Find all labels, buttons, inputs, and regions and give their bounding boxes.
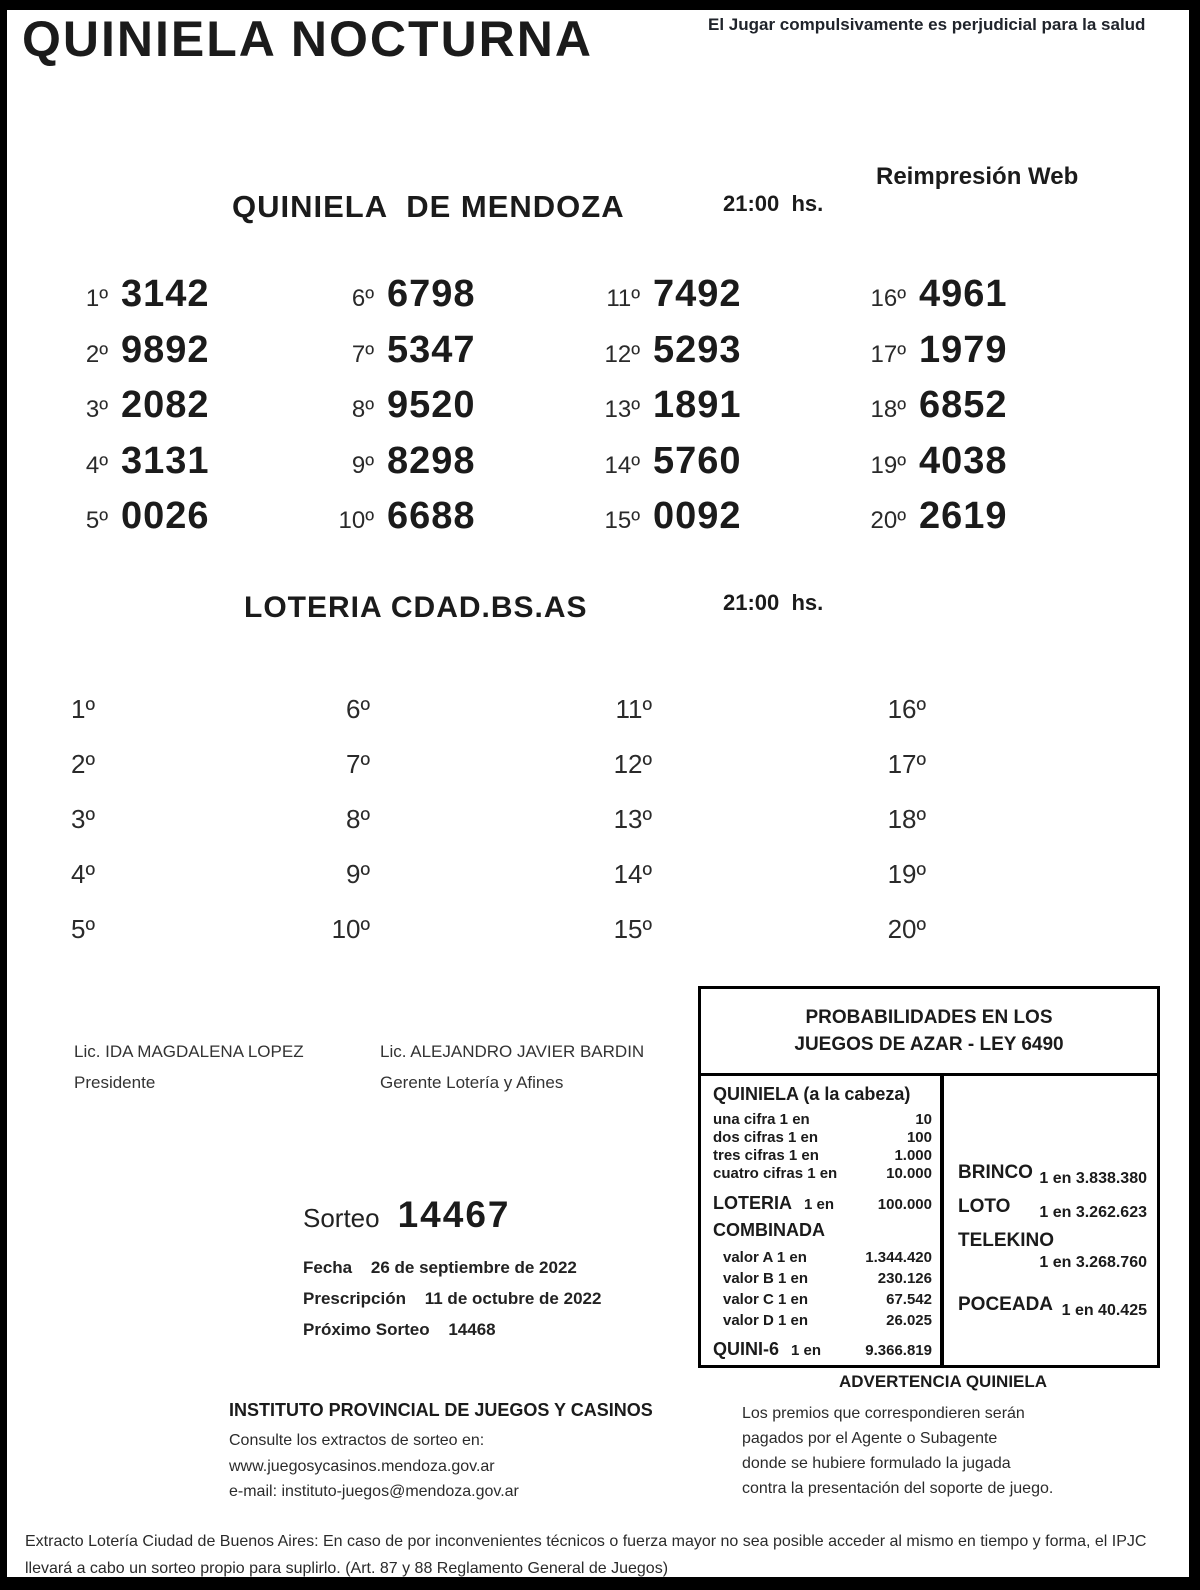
game-odds: 9.366.819 xyxy=(865,1342,932,1359)
prob-row-value: 230.126 xyxy=(877,1270,932,1287)
result-number: 0026 xyxy=(121,495,210,537)
position-cell: 12º xyxy=(613,749,652,779)
result-position: 3º xyxy=(85,396,108,423)
advertencia-line: pagados por el Agente o Subagente xyxy=(742,1430,998,1447)
result-number: 0092 xyxy=(653,495,742,537)
result-number: 5293 xyxy=(653,328,742,371)
result-cell xyxy=(314,480,580,536)
position-cell: 6º xyxy=(346,694,370,724)
prescripcion-label: Prescripción xyxy=(303,1289,406,1308)
prob-row-value: 100 xyxy=(906,1129,932,1146)
result-cell xyxy=(846,369,1112,425)
advertencia-line: Los premios que correspondieren serán xyxy=(742,1405,1025,1422)
result-number: 2082 xyxy=(121,384,210,426)
prob-row-label: valor D 1 en xyxy=(723,1312,809,1329)
position-cell: 15º xyxy=(613,914,652,944)
prob-row-value: 1.000 xyxy=(894,1147,932,1164)
game-odds: 100.000 xyxy=(877,1196,932,1213)
game-name: BRINCO xyxy=(958,1162,1033,1183)
proximo-sorteo-label: Próximo Sorteo xyxy=(303,1320,430,1339)
result-number: 3142 xyxy=(121,273,210,315)
signature-name: Lic. IDA MAGDALENA LOPEZ xyxy=(74,1042,304,1061)
result-number: 5347 xyxy=(387,328,476,371)
instituto-name: INSTITUTO PROVINCIAL DE JUEGOS Y CASINOS xyxy=(229,1400,653,1420)
advertencia-block xyxy=(742,1372,1144,1501)
prescripcion-row xyxy=(303,1283,601,1314)
prob-row-value: 10.000 xyxy=(886,1165,932,1182)
game-odds: 1 en 3.262.623 xyxy=(1039,1204,1147,1221)
prob-row xyxy=(713,1165,932,1183)
position-cell: 7º xyxy=(346,749,370,779)
result-position: 9º xyxy=(351,451,374,479)
bsas-positions-grid xyxy=(50,680,926,955)
result-position: 17º xyxy=(870,340,906,368)
signature-name: Lic. ALEJANDRO JAVIER BARDIN xyxy=(380,1042,645,1061)
draw-time-bsas: 21:00 hs. xyxy=(723,590,824,615)
probabilities-box xyxy=(698,986,1160,1368)
result-number: 5760 xyxy=(653,439,742,482)
game-name: LOTO xyxy=(958,1196,1011,1217)
game-odds-row xyxy=(958,1162,1147,1187)
game-odds: 1 en 3.268.760 xyxy=(1039,1254,1147,1271)
result-number: 1979 xyxy=(919,328,1008,371)
result-number: 6688 xyxy=(387,495,476,537)
section-title-bsas: LOTERIA CDAD.BS.AS xyxy=(244,591,588,624)
prescripcion-value: 11 de octubre de 2022 xyxy=(424,1289,602,1308)
result-position: 6º xyxy=(351,285,374,312)
mendoza-results-grid xyxy=(48,258,1112,536)
position-cell: 17º xyxy=(887,749,926,779)
position-cell: 10º xyxy=(331,914,370,944)
probabilities-left-column xyxy=(701,1076,944,1368)
instituto-consult-line: Consulte los extractos de sorteo en: xyxy=(229,1432,485,1449)
advertencia-title: ADVERTENCIA QUINIELA xyxy=(838,1372,1048,1391)
quiniela-odds-header: QUINIELA (a la cabeza) xyxy=(713,1084,911,1104)
result-cell xyxy=(48,258,314,314)
result-cell xyxy=(48,314,314,370)
game-odds: 1 en 40.425 xyxy=(1061,1302,1147,1319)
game-name: TELEKINO xyxy=(958,1230,1055,1251)
proximo-sorteo-value: 14468 xyxy=(448,1320,496,1339)
position-cell: 5º xyxy=(71,914,95,944)
instituto-block xyxy=(229,1400,653,1505)
footer-disclaimer: Extracto Lotería Ciudad de Buenos Aires: En caso de por inconvenientes técnicos o fuerza mayor no sea posible acceder al mismo en tiempo y forma, el IPJC llevará a cabo un sorteo propio para suplirlo. (Art. 87 y 88 Reglamento General de Juegos) xyxy=(25,1533,1147,1577)
position-cell: 4º xyxy=(71,859,95,889)
result-position: 14º xyxy=(604,451,640,479)
result-number: 2619 xyxy=(919,495,1008,537)
draw-time-mendoza: 21:00 hs. xyxy=(723,191,824,216)
position-cell: 11º xyxy=(615,694,652,724)
game-name: LOTERIA xyxy=(713,1193,792,1213)
position-cell: 18º xyxy=(887,804,926,834)
result-position: 2º xyxy=(85,340,108,368)
position-cell: 3º xyxy=(71,804,95,834)
position-cell: 2º xyxy=(71,749,95,779)
result-cell xyxy=(314,258,580,314)
sorteo-number: 14467 xyxy=(397,1194,511,1235)
probabilities-body xyxy=(701,1076,1157,1368)
prob-row xyxy=(713,1247,932,1268)
result-number: 3131 xyxy=(121,439,210,482)
gambling-warning: El Jugar compulsivamente es perjudicial para la salud xyxy=(708,15,1146,34)
draw-info-block xyxy=(303,1194,601,1345)
probabilities-right-column xyxy=(944,1076,1157,1368)
result-cell xyxy=(314,314,580,370)
prob-row-label: valor A 1 en xyxy=(723,1249,807,1266)
position-cell: 14º xyxy=(613,859,652,889)
sorteo-label: Sorteo xyxy=(303,1203,380,1233)
prob-row-label: valor B 1 en xyxy=(723,1270,809,1287)
advertencia-line: donde se hubiere formulado la jugada xyxy=(742,1455,1011,1472)
combinada-header: COMBINADA xyxy=(713,1220,825,1240)
position-cell: 8º xyxy=(346,804,370,834)
game-odds-row xyxy=(958,1196,1147,1221)
doc-title: QUINIELA NOCTURNA xyxy=(22,11,594,67)
position-cell: 20º xyxy=(887,914,926,944)
prob-row xyxy=(713,1147,932,1165)
probabilities-title-line2: JUEGOS DE AZAR - LEY 6490 xyxy=(794,1034,1064,1055)
signature-block xyxy=(74,1042,304,1093)
prob-row-label: una cifra 1 en xyxy=(713,1111,810,1128)
result-position: 1º xyxy=(85,285,108,312)
fecha-value: 26 de septiembre de 2022 xyxy=(370,1258,577,1277)
result-position: 13º xyxy=(604,396,640,423)
game-name: POCEADA xyxy=(958,1294,1054,1315)
website-url: www.juegosycasinos.mendoza.gov.ar xyxy=(229,1457,495,1475)
prob-row-label: valor C 1 en xyxy=(723,1291,809,1308)
result-cell xyxy=(846,425,1112,481)
result-cell xyxy=(580,480,846,536)
fecha-row xyxy=(303,1252,601,1283)
result-number: 8298 xyxy=(387,439,476,482)
result-number: 7492 xyxy=(653,273,742,315)
game-odds: 1 en 3.838.380 xyxy=(1039,1170,1147,1187)
proximo-sorteo-row xyxy=(303,1314,601,1345)
result-position: 16º xyxy=(870,285,906,312)
prob-row xyxy=(713,1129,932,1147)
sorteo-row xyxy=(303,1194,601,1236)
result-position: 11º xyxy=(606,285,640,312)
result-cell xyxy=(314,425,580,481)
position-cell: 1º xyxy=(71,694,95,724)
result-position: 7º xyxy=(351,340,374,368)
result-cell xyxy=(846,480,1112,536)
result-cell xyxy=(580,314,846,370)
signature-role: Gerente Lotería y Afines xyxy=(380,1073,564,1092)
result-position: 5º xyxy=(85,507,108,534)
prob-row xyxy=(713,1289,932,1310)
prob-row-label: dos cifras 1 en xyxy=(713,1129,819,1146)
prob-row-value: 67.542 xyxy=(886,1291,932,1308)
result-number: 6798 xyxy=(387,273,476,315)
loteria-odds-row xyxy=(713,1193,932,1214)
prob-row-value: 26.025 xyxy=(886,1312,932,1329)
odds-prefix: 1 en xyxy=(804,1196,835,1213)
result-number: 6852 xyxy=(919,384,1008,426)
result-position: 8º xyxy=(351,396,374,423)
game-odds-row xyxy=(958,1230,1147,1272)
result-cell xyxy=(580,425,846,481)
fecha-label: Fecha xyxy=(303,1258,353,1277)
position-cell: 19º xyxy=(887,859,926,889)
probabilities-title xyxy=(701,989,1157,1076)
result-cell xyxy=(580,258,846,314)
quini6-odds-row xyxy=(713,1339,932,1360)
result-number: 1891 xyxy=(653,384,742,426)
game-name: QUINI-6 xyxy=(713,1339,780,1359)
prob-row-label: tres cifras 1 en xyxy=(713,1147,819,1164)
section-title-mendoza: QUINIELA DE MENDOZA xyxy=(232,189,625,224)
prob-row-value: 10 xyxy=(915,1111,932,1128)
signature-role: Presidente xyxy=(74,1073,156,1092)
prob-row xyxy=(713,1310,932,1331)
result-cell xyxy=(314,369,580,425)
advertencia-line: contra la presentación del soporte de juego. xyxy=(742,1480,1054,1497)
probabilities-title-line1: PROBABILIDADES EN LOS xyxy=(805,1007,1053,1028)
result-position: 4º xyxy=(85,451,108,479)
prob-row xyxy=(713,1268,932,1289)
result-cell xyxy=(48,369,314,425)
result-cell xyxy=(48,425,314,481)
position-cell: 13º xyxy=(613,804,652,834)
prob-row xyxy=(713,1111,932,1129)
email: e-mail: instituto-juegos@mendoza.gov.ar xyxy=(229,1483,519,1500)
result-position: 12º xyxy=(604,340,640,368)
result-cell xyxy=(846,258,1112,314)
result-cell xyxy=(580,369,846,425)
game-odds-row xyxy=(958,1294,1147,1319)
result-position: 15º xyxy=(604,507,640,534)
prob-row-label: cuatro cifras 1 en xyxy=(713,1165,838,1182)
reprint-label: Reimpresión Web xyxy=(876,163,1079,190)
result-position: 19º xyxy=(870,451,906,479)
result-position: 18º xyxy=(870,396,906,423)
result-number: 9892 xyxy=(121,328,210,371)
prob-row-value: 1.344.420 xyxy=(865,1249,932,1266)
result-number: 4961 xyxy=(919,273,1008,315)
position-cell: 9º xyxy=(346,859,370,889)
result-number: 9520 xyxy=(387,384,476,426)
signature-block xyxy=(380,1042,644,1093)
result-cell xyxy=(48,480,314,536)
position-cell: 16º xyxy=(887,694,926,724)
result-position: 20º xyxy=(870,507,906,534)
result-number: 4038 xyxy=(919,439,1008,482)
result-position: 10º xyxy=(338,507,374,534)
odds-prefix: 1 en xyxy=(791,1342,822,1359)
result-cell xyxy=(846,314,1112,370)
